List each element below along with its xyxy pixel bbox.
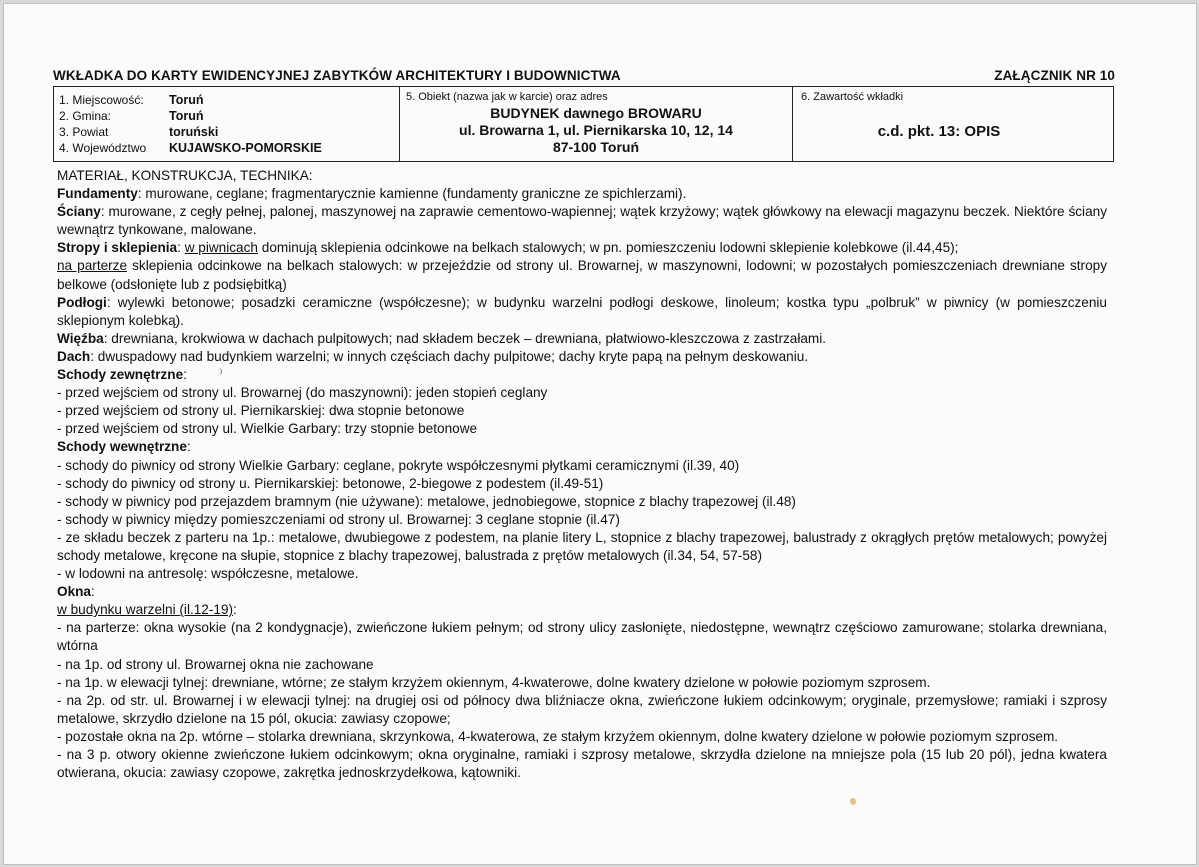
wiezba-text: : drewniana, krokwiowa w dachach pulpitowych; nad składem beczek – drewniana, płatwiowo-kleszczowa z zastrzałami. (103, 330, 827, 346)
stropy-separator: : (177, 240, 185, 256)
location-value: toruński (169, 125, 219, 139)
list-item: - schody w piwnicy pod przejazdem bramnym (nie używane): metalowe, jednobiegowe, stopnice z blachy trapezowej (il.48) (57, 493, 796, 509)
stropy-label: Stropy i sklepienia (57, 240, 178, 256)
object-address: ul. Browarna 1, ul. Piernikarska 10, 12, 14 (459, 122, 733, 138)
contents-value: c.d. pkt. 13: OPIS (877, 123, 1001, 140)
location-value: Toruń (169, 93, 204, 107)
stropy-parter: na parterze (57, 258, 128, 274)
document-title: WKŁADKA DO KARTY EWIDENCYJNEJ ZABYTKÓW ARCHITEKTURY I BUDOWNICTWA (53, 68, 621, 83)
object-description (406, 105, 786, 156)
paragraph-podlogi (57, 294, 1107, 330)
document-header (53, 68, 1115, 83)
heading-okna: Okna: (57, 584, 95, 600)
fundamenty-label: Fundamenty (57, 186, 138, 202)
location-row (59, 108, 399, 124)
list-item: - na 1p. w elewacji tylnej: drewniane, wtórne; ze stałym krzyżem okiennym, 4-kwaterowe, dolne kwatery dzielone w połowie poziomym szprosem. (57, 674, 931, 690)
list-item: - w lodowni na antresolę: współczesne, metalowe. (57, 566, 359, 582)
contents-cell (793, 87, 1113, 161)
section-heading: MATERIAŁ, KONSTRUKCJA, TECHNIKA: (57, 168, 313, 183)
dach-text: : dwuspadowy nad budynkiem warzelni; w innych częściach dachy pulpitowe; dachy kryte papą na pełnym deskowaniu. (90, 348, 809, 364)
list-item: - na 3 p. otwory okienne zwieńczone łukiem odcinkowym; okna oryginalne, ramiaki i szprosy metalowe, skrzydła dzielone na mniejsze pola (15 lub 20 pól), jedna kwatera otwierana, okucia: zawiasy czopowe, zakrętka jednoskrzydełkowa, kątowniki. (57, 747, 1107, 781)
object-postal: 87-100 Toruń (552, 139, 640, 155)
location-cell (54, 87, 400, 161)
list-item: - przed wejściem od strony ul. Browarnej (do maszynowni): jeden stopień ceglany (57, 385, 548, 401)
paragraph-fundamenty (57, 185, 1107, 203)
okna-warzelnia: w budynku warzelni (il.12-19) (57, 602, 234, 618)
stropy-piwnice: w piwnicach (184, 240, 258, 256)
podlogi-label: Podłogi (57, 294, 107, 310)
document-sheet (3, 3, 1197, 865)
contents-label: 6. Zawartość wkładki (801, 91, 904, 103)
location-label: 1. Miejscowość: (59, 93, 144, 107)
list-item: - na 2p. od str. ul. Browarnej i w elewacji tylnej: na drugiej osi od północy dwa bliźniacze okna, zwieńczone łukiem odcinkowym; oryginale, przemysłowe; ramiaki i szprosy metalowe, skrzydło dzielone na 15 pól, okucia: zawiasy czopowe; (57, 692, 1107, 726)
paragraph-dach (57, 348, 1107, 366)
wiezba-label: Więźba (57, 330, 104, 346)
location-value: Toruń (169, 109, 204, 123)
list-item: - schody do piwnicy od strony Wielkie Garbary: ceglane, pokryte współczesnymi płytkami ceramicznymi (il.39, 40) (57, 457, 740, 473)
location-label: 3. Powiat (59, 125, 109, 139)
fundamenty-text: : murowane, ceglane; fragmentarycznie kamienne (fundamenty graniczne ze spichlerzami). (137, 186, 687, 202)
description-body (57, 167, 1107, 782)
dach-label: Dach (57, 348, 91, 364)
list-item: - schody w piwnicy między pomieszczeniami od strony ul. Browarnej: 3 ceglane stopnie (il.47) (57, 511, 620, 527)
heading-schody-wewnetrzne: Schody wewnętrzne: (57, 439, 191, 455)
podlogi-text: : wylewki betonowe; posadzki ceramiczne (współczesne); w budynku warzelni podłogi deskowe, linoleum; kostka typu „polbruk” w piwnicy (w pomieszczeniu sklepionym kolebką). (57, 294, 1107, 328)
paragraph-wiezba (57, 330, 1107, 348)
paragraph-sciany (57, 203, 1107, 239)
heading-schody-zewnetrzne: Schody zewnętrzne: (57, 367, 187, 383)
list-item: - przed wejściem od strony ul. Piernikarskiej: dwa stopnie betonowe (57, 403, 465, 419)
location-value: KUJAWSKO-POMORSKIE (169, 141, 322, 155)
okna-subheading: w budynku warzelni (il.12-19): (57, 602, 237, 618)
list-item: - na 1p. od strony ul. Browarnej okna nie zachowane (57, 656, 374, 672)
list-item: - przed wejściem od strony ul. Wielkie Garbary: trzy stopnie betonowe (57, 421, 478, 437)
schody-zew-label: Schody zewnętrzne (57, 367, 184, 383)
sciany-label: Ściany (57, 204, 101, 220)
stropy-text: dominują sklepienia odcinkowe na belkach stalowych; w pn. pomieszczeniu lodowni sklepienie kolebkowe (il.44,45); (257, 240, 959, 256)
location-row (59, 140, 399, 156)
list-item: - schody do piwnicy od strony u. Piernikarskiej: betonowe, 2-biegowe z podestem (il.49-51) (57, 475, 604, 491)
okna-label: Okna (57, 584, 91, 600)
object-cell (400, 87, 793, 161)
info-table (53, 86, 1114, 162)
list-item: - pozostałe okna na 2p. wtórne – stolarka drewniana, skrzynkowa, 4-kwaterowa, ze stałym krzyżem okiennym, dolne kwatery dzielone w połowie poziomym szprosem. (57, 728, 1059, 744)
location-row (59, 92, 399, 108)
location-label: 4. Województwo (59, 141, 147, 155)
list-item: - na parterze: okna wysokie (na 2 kondygnacje), zwieńczone łukiem pełnym; od strony ulicy zasłonięte, niedostępne, wewnątrz częściowo zamurowane; stolarka drewniana, wtórna (57, 620, 1107, 654)
paragraph-stropy-parter (57, 257, 1107, 293)
location-row (59, 124, 399, 140)
object-label: 5. Obiekt (nazwa jak w karcie) oraz adres (406, 91, 608, 103)
paper-stain (850, 798, 856, 805)
list-item: - ze składu beczek z parteru na 1p.: metalowe, dwubiegowe z podestem, na planie litery L, stopnice z blachy trapezowej, balustrady z okrągłych prętów metalowych; powyżej schody metalowe, kręcone na słupie, stopnice z blachy trapezowej, balustrada z prętów metalowych (il.34, 54, 57-58) (57, 529, 1107, 563)
stropy-parter-text: sklepienia odcinkowe na belkach stalowych: w przejeździe od strony ul. Browarnej, w maszynowni, lodowni; w pozostałych pomieszczeniach drewniane stropy belkowe (odsłonięte lub z podsiębitką) (57, 258, 1108, 292)
schody-wew-label: Schody wewnętrzne (57, 439, 187, 455)
location-label: 2. Gmina: (59, 109, 112, 123)
object-name: BUDYNEK dawnego BROWARU (490, 105, 702, 121)
annex-number: ZAŁĄCZNIK NR 10 (994, 68, 1115, 83)
paragraph-stropy (57, 239, 1107, 257)
sciany-text: : murowane, z cegły pełnej, palonej, maszynowej na zaprawie cementowo-wapiennej; wątek krzyżowy; wątek główkowy na elewacji magazynu beczek. Niektóre ściany wewnątrz tynkowane, malowane. (57, 204, 1107, 238)
